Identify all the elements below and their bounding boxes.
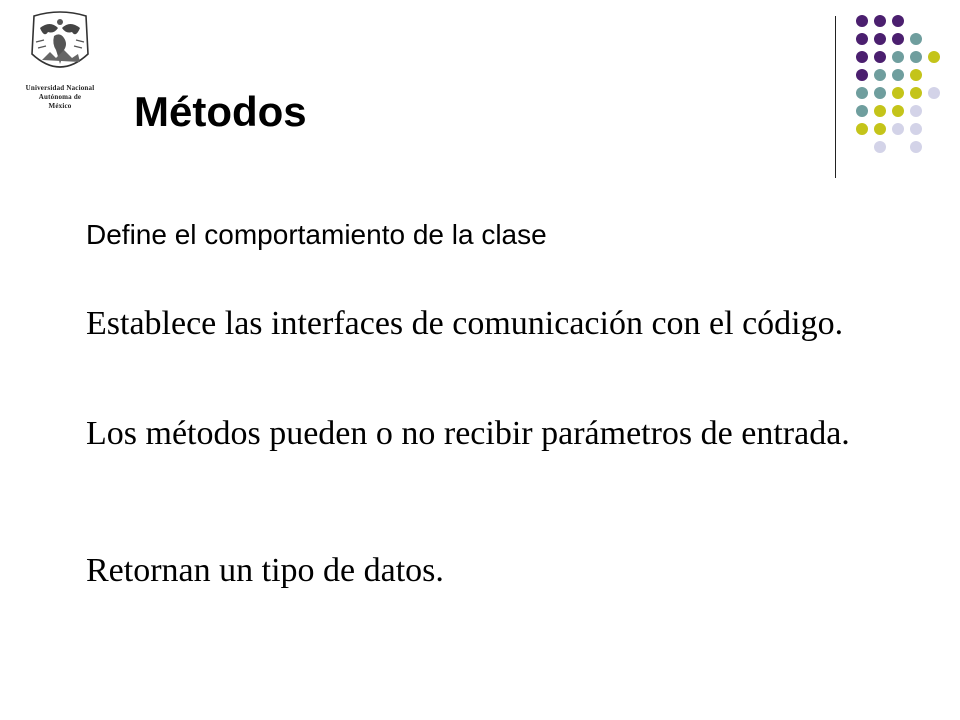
bullet-item-1: Establece las interfaces de comunicación con el código. (86, 305, 844, 342)
bullet-item-2: Los métodos pueden o no recibir parámetros de entrada. (86, 415, 850, 452)
bullet-item-3: Retornan un tipo de datos. (86, 552, 444, 589)
decorative-divider-line (835, 16, 836, 178)
seal-caption-line-1: Universidad Nacional (25, 84, 95, 92)
seal-caption-line-2: Autónoma de (38, 93, 82, 101)
dot-row-2 (856, 33, 922, 45)
slide-subtitle: Define el comportamiento de la clase (86, 219, 547, 250)
university-seal-logo (14, 10, 106, 122)
dot-row-5 (856, 87, 940, 99)
dot-row-6 (856, 105, 922, 117)
dot-row-7 (856, 123, 922, 135)
dot-row-4 (856, 69, 922, 81)
dot-row-3 (856, 51, 940, 63)
seal-emblem-icon (14, 10, 106, 84)
slide-title: Métodos (134, 88, 307, 135)
dot-row-8 (874, 141, 922, 153)
seal-caption-line-3: México (48, 102, 72, 110)
dot-row-1 (856, 15, 904, 27)
decorative-dot-grid (846, 10, 956, 160)
